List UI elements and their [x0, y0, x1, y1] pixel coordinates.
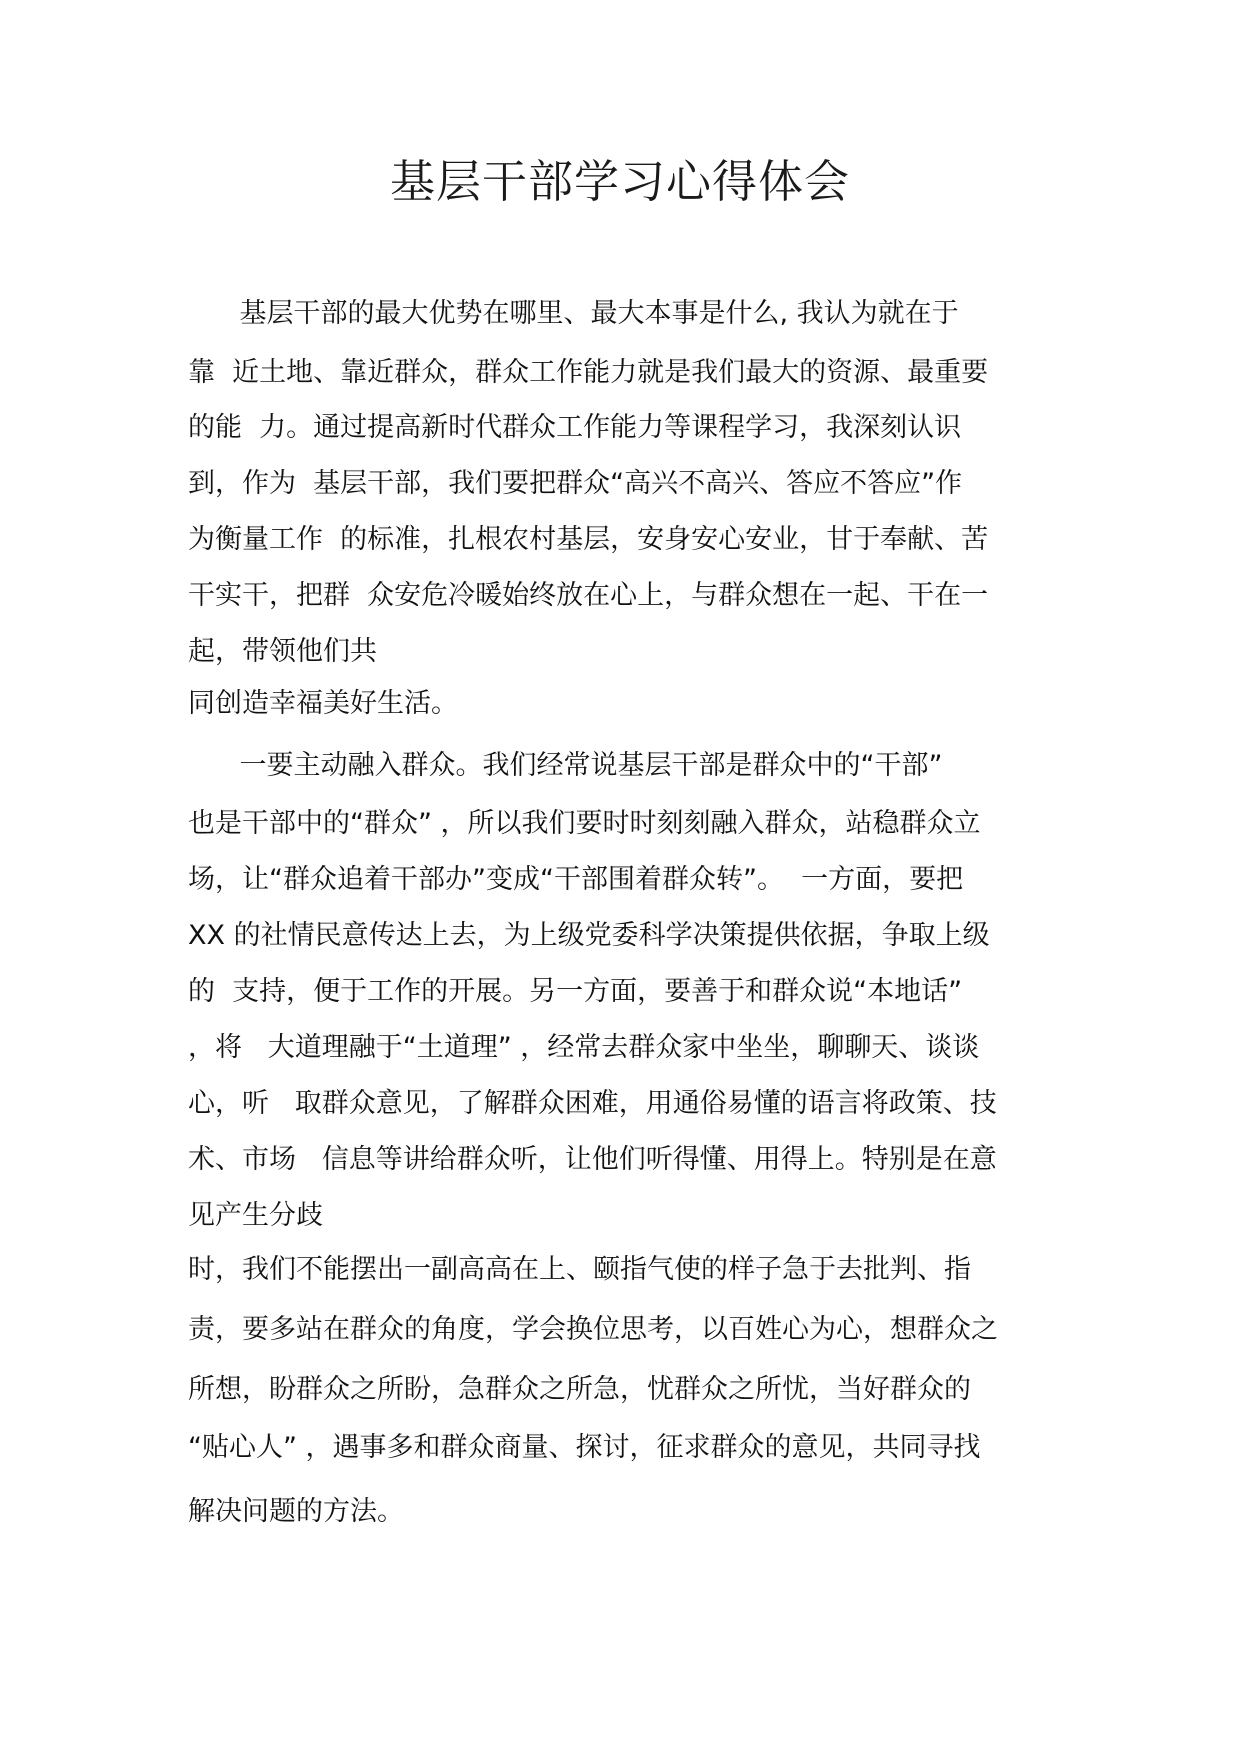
text-line: 时，我们不能摆出一副高高在上、颐指气使的样子急于去批判、指 — [188, 1254, 971, 1285]
text-line: 也是干部中的“群众” ，所以我们要时时刻刻融入群众，站稳群众立 — [188, 808, 981, 839]
text-line: 同创造幸福美好生活。 — [188, 688, 458, 719]
text-line: 心，听 取群众意见，了解群众困难，用通俗易懂的语言将政策、技 — [188, 1088, 997, 1119]
text-line: 基层干部的最大优势在哪里、最大本事是什么, 我认为就在于 — [188, 298, 959, 329]
text-line: 的能 力。通过提高新时代群众工作能力等课程学习，我深刻认识 — [188, 412, 962, 443]
text-line: 起，带领他们共 — [188, 636, 377, 667]
text-line: 干实干，把群 众安危冷暖始终放在心上，与群众想在一起、干在一 — [188, 580, 989, 611]
text-line: 解决问题的方法。 — [188, 1496, 404, 1527]
text-line: 的 支持，便于工作的开展。另一方面，要善于和群众说“本地话” — [188, 976, 963, 1007]
text-line: 场，让“群众追着干部办”变成“干部围着群众转”。 一方面，要把 — [188, 864, 964, 895]
text-line: 到，作为 基层干部，我们要把群众“高兴不高兴、答应不答应”作 — [188, 468, 963, 499]
text-line: 责，要多站在群众的角度，学会换位思考，以百姓心为心，想群众之 — [188, 1314, 998, 1345]
text-line: 所想，盼群众之所盼，急群众之所急，忧群众之所忧，当好群众的 — [188, 1374, 971, 1405]
text-line: “贴心人” ，遇事多和群众商量、探讨，征求群众的意见，共同寻找 — [188, 1432, 981, 1463]
text-line: XX 的社情民意传达上去，为上级党委科学决策提供依据，争取上级 — [188, 920, 990, 951]
text-line: 见产生分歧 — [188, 1200, 323, 1231]
text-line: 为衡量工作 的标准，扎根农村基层，安身安心安业，甘于奉献、苦 — [188, 524, 989, 555]
text-line: 术、市场 信息等讲给群众听，让他们听得懂、用得上。特别是在意 — [188, 1144, 997, 1175]
text-line: 靠 近土地、靠近群众，群众工作能力就是我们最大的资源、最重要 — [188, 357, 989, 388]
document-title: 基层干部学习心得体会 — [389, 155, 850, 208]
text-line: 一要主动融入群众。我们经常说基层干部是群众中的“干部” — [188, 750, 943, 781]
text-line: ，将 大道理融于“土道理” ，经常去群众家中坐坐，聊聊天、谈谈 — [188, 1032, 980, 1063]
